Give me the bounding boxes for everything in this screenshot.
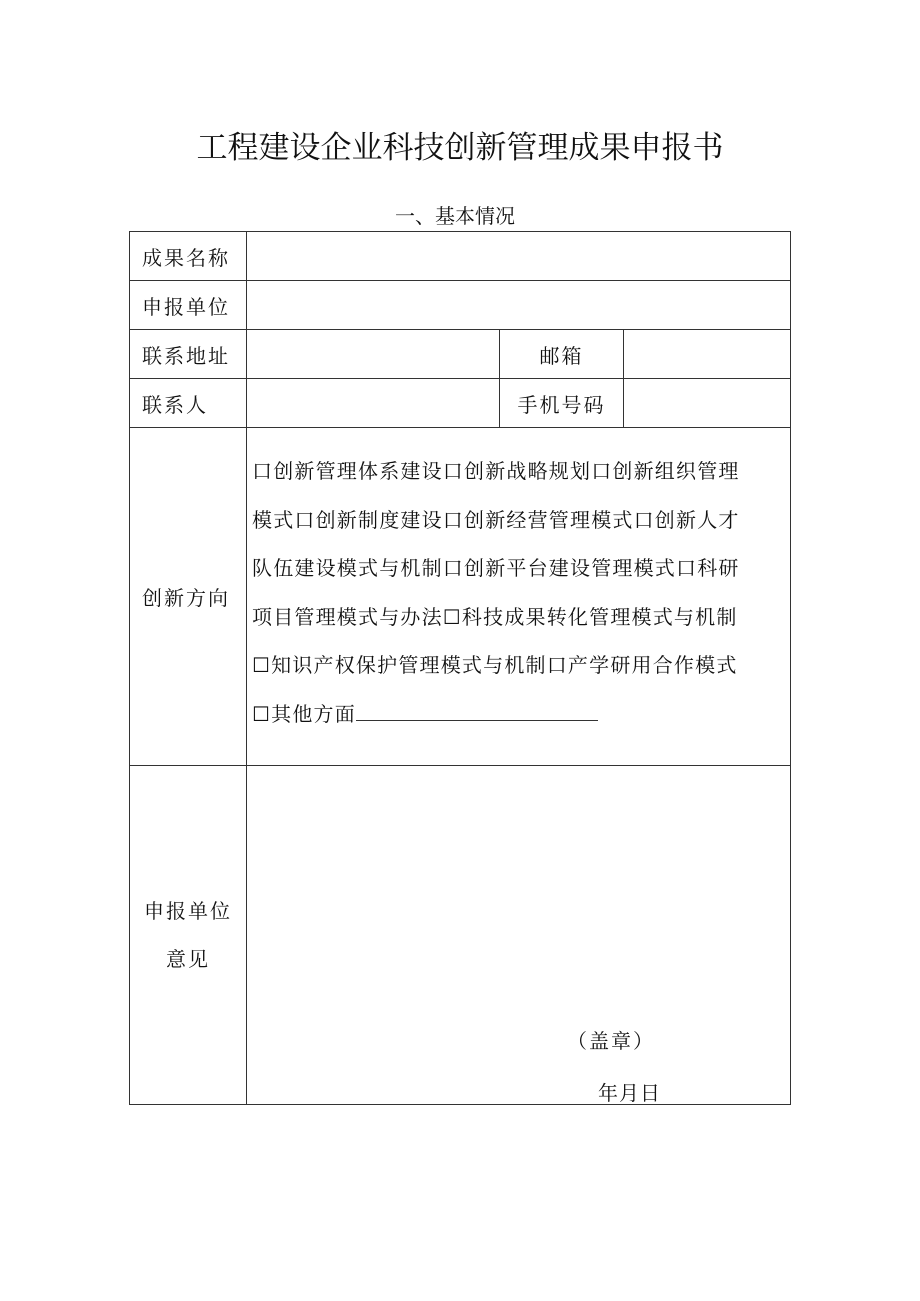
direction-other-label: ☐其他方面 [252,701,356,726]
opinion-label [130,766,247,1105]
direction-label: 创新方向 [130,428,247,766]
direction-options[interactable] [247,428,791,766]
opinion-field[interactable] [247,766,791,1105]
email-label: 邮箱 [500,330,624,379]
other-direction-blank[interactable] [356,700,598,721]
phone-field[interactable] [624,379,791,428]
row-contact-phone [130,379,791,428]
application-form-table [129,231,791,1105]
row-innovation-direction [130,428,791,766]
applicant-unit-label: 申报单位 [130,281,247,330]
direction-line-6 [252,690,790,739]
row-unit-opinion [130,766,791,1105]
result-name-field[interactable] [247,232,791,281]
email-field[interactable] [624,330,791,379]
address-field[interactable] [247,330,500,379]
direction-line-4: 项目管理模式与办法☐科技成果转化管理模式与机制 [252,604,738,629]
opinion-label-line-2: 意见 [166,947,210,971]
direction-line-5: ☐知识产权保护管理模式与机制口产学研用合作模式 [252,653,738,677]
address-label: 联系地址 [130,330,247,379]
document-title: 工程建设企业科技创新管理成果申报书 [196,130,724,166]
applicant-unit-field[interactable] [247,281,791,330]
opinion-label-line-1: 申报单位 [144,899,232,923]
phone-label: 手机号码 [500,379,624,428]
contact-field[interactable] [247,379,500,428]
direction-line-2: 模式口创新制度建设口创新经营管理模式口创新人才 [252,507,740,532]
date-text: 年月日 [598,1081,661,1105]
contact-label: 联系人 [130,379,247,428]
result-name-label: 成果名称 [130,232,247,281]
row-result-name [130,232,791,281]
row-address-email [130,330,791,379]
direction-line-3: 队伍建设模式与机制口创新平台建设管理模式口科研 [252,556,740,580]
seal-text: （盖章） [567,1029,655,1053]
row-applicant-unit [130,281,791,330]
direction-line-1: 口创新管理体系建设口创新战略规划口创新组织管理 [252,459,740,483]
section-title: 一、基本情况 [395,204,515,228]
